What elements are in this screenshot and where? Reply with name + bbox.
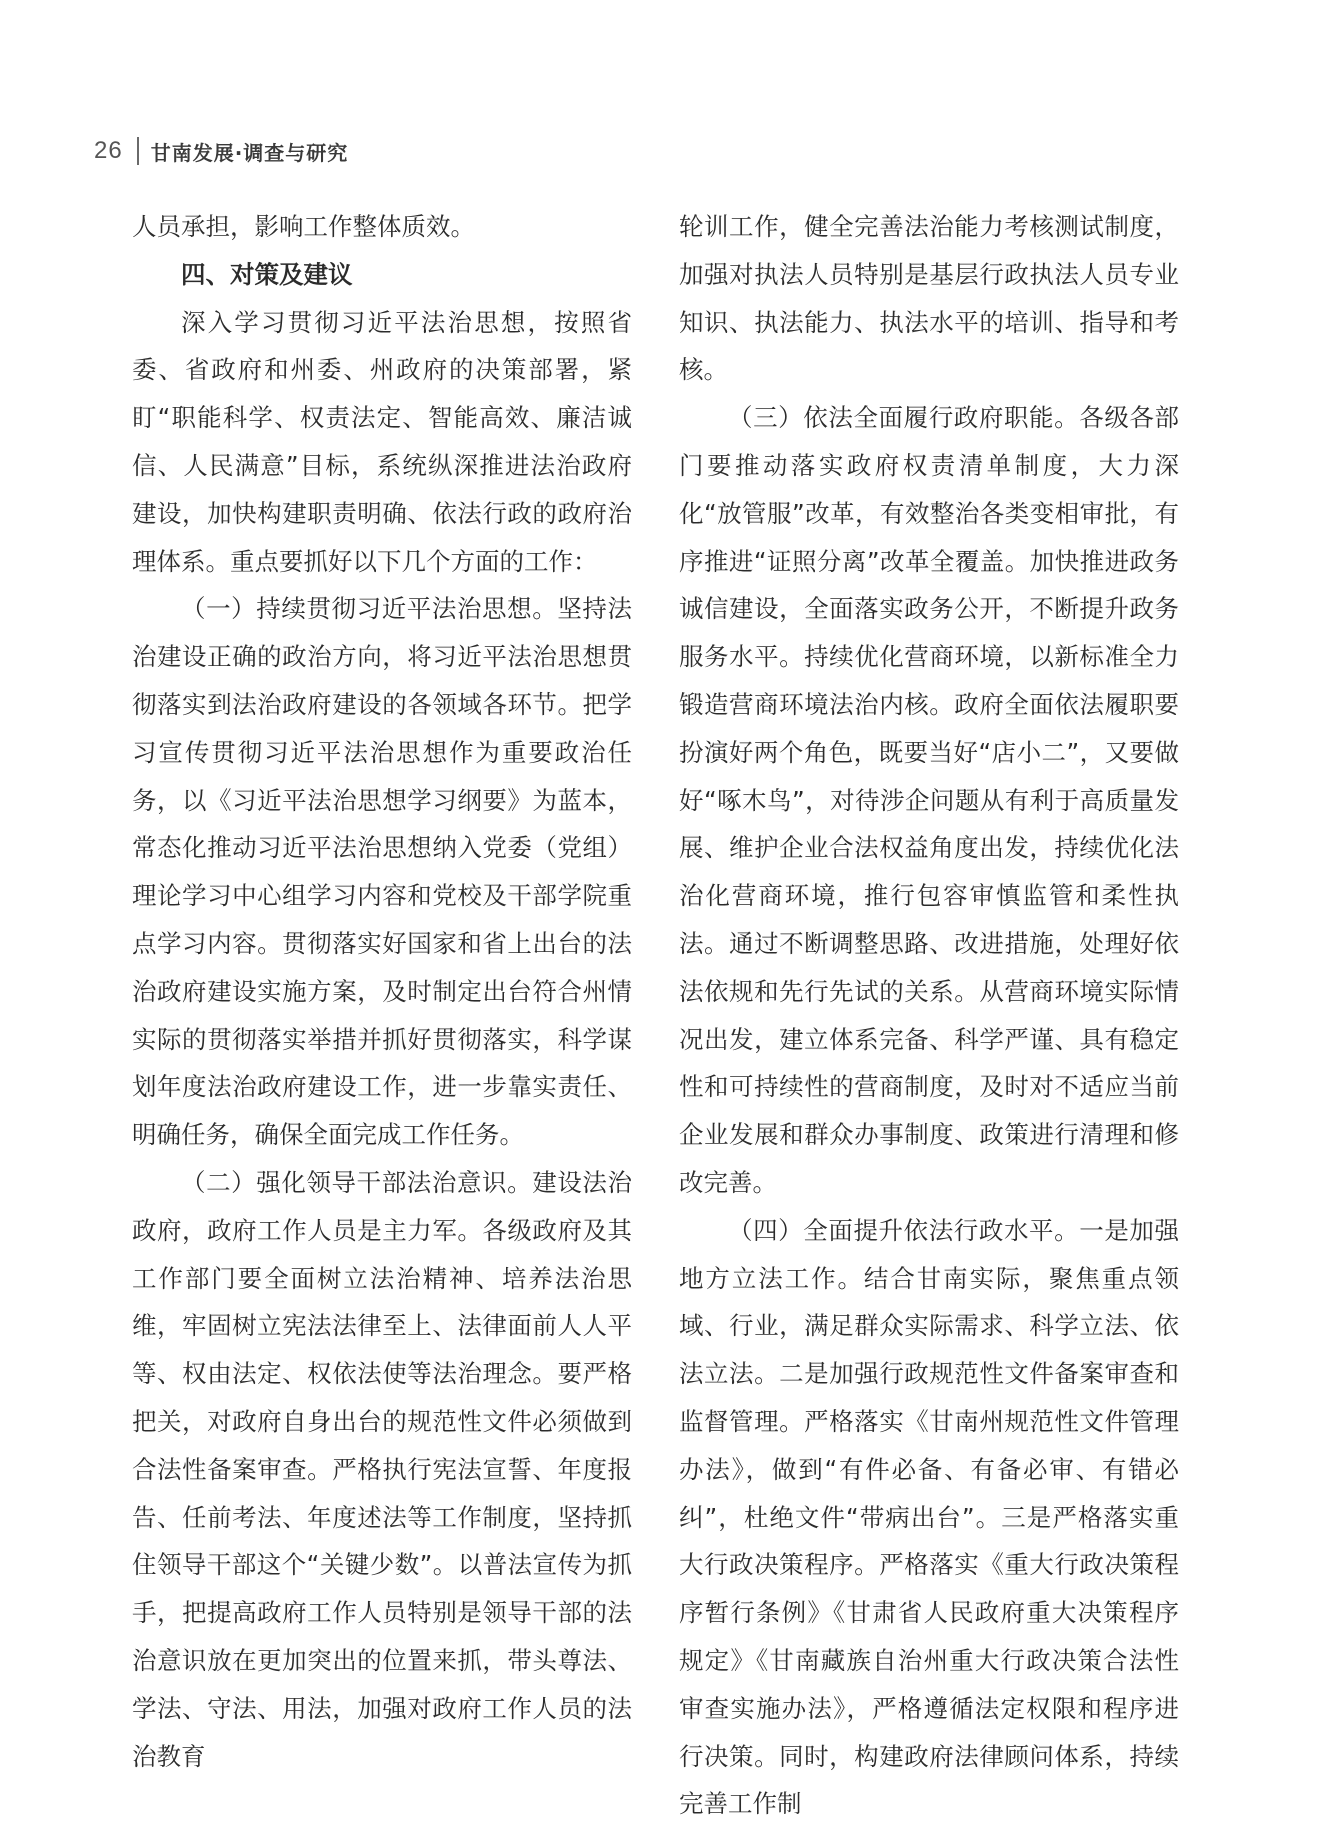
left-column: [132, 203, 632, 1780]
journal-title: 甘南发展·调查与研究: [150, 140, 349, 165]
paragraph-continuation: 人员承担，影响工作整体质效。: [132, 212, 475, 241]
section-heading: 四、对策及建议: [181, 259, 353, 289]
right-column: [679, 203, 1179, 1828]
paragraph-item-3: （三）依法全面履行政府职能。各级各部门要推动落实政府权责清单制度，大力深化“放管服”改革，有效整治各类变相审批，有序推进“证照分离”改革全覆盖。加快推进政务诚信建设，全面落实政务公开，不断提升政务服务水平。持续优化营商环境，以新标准全力锻造营商环境法治内核。政府全面依法履职要扮演好两个角色，既要当好“店小二”，又要做好“啄木鸟”，对待涉企问题从有利于高质量发展、维护企业合法权益角度出发，持续优化法治化营商环境，推行包容审慎监管和柔性执法。通过不断调整思路、改进措施，处理好依法依规和先行先试的关系。从营商环境实际情况出发，建立体系完备、科学严谨、具有稳定性和可持续性的营商制度，及时对不适应当前企业发展和群众办事制度、政策进行清理和修改完善。: [679, 403, 1179, 1197]
running-header: [94, 134, 348, 168]
header-divider: [137, 137, 139, 165]
paragraph-continuation: 轮训工作，健全完善法治能力考核测试制度，加强对执法人员特别是基层行政执法人员专业知识、执法能力、执法水平的培训、指导和考核。: [679, 212, 1179, 385]
page-number: 26: [94, 137, 123, 164]
paragraph-intro: 深入学习贯彻习近平法治思想，按照省委、省政府和州委、州政府的决策部署，紧盯“职能科学、权责法定、智能高效、廉洁诚信、人民满意”目标，系统纵深推进法治政府建设，加快构建职责明确、依法行政的政府治理体系。重点要抓好以下几个方面的工作：: [132, 307, 632, 576]
paragraph-item-1: （一）持续贯彻习近平法治思想。坚持法治建设正确的政治方向，将习近平法治思想贯彻落实到法治政府建设的各领域各环节。把学习宣传贯彻习近平法治思想作为重要政治任务，以《习近平法治思想学习纲要》为蓝本，常态化推动习近平法治思想纳入党委（党组）理论学习中心组学习内容和党校及干部学院重点学习内容。贯彻落实好国家和省上出台的法治政府建设实施方案，及时制定出台符合州情实际的贯彻落实举措并抓好贯彻落实，科学谋划年度法治政府建设工作，进一步靠实责任、明确任务，确保全面完成工作任务。: [132, 594, 632, 1150]
paragraph-item-2: （二）强化领导干部法治意识。建设法治政府，政府工作人员是主力军。各级政府及其工作部门要全面树立法治精神、培养法治思维，牢固树立宪法法律至上、法律面前人人平等、权由法定、权依法使等法治理念。要严格把关，对政府自身出台的规范性文件必须做到合法性备案审查。严格执行宪法宣誓、年度报告、任前考法、年度述法等工作制度，坚持抓住领导干部这个“关键少数”。以普法宣传为抓手，把提高政府工作人员特别是领导干部的法治意识放在更加突出的位置来抓，带头尊法、学法、守法、用法，加强对政府工作人员的法治教育: [132, 1167, 632, 1771]
paragraph-item-4: （四）全面提升依法行政水平。一是加强地方立法工作。结合甘南实际，聚焦重点领域、行业，满足群众实际需求、科学立法、依法立法。二是加强行政规范性文件备案审查和监督管理。严格落实《甘南州规范性文件管理办法》，做到“有件必备、有备必审、有错必纠”，杜绝文件“带病出台”。三是严格落实重大行政决策程序。严格落实《重大行政决策程序暂行条例》《甘肃省人民政府重大决策程序规定》《甘南藏族自治州重大行政决策合法性审查实施办法》，严格遵循法定权限和程序进行决策。同时，构建政府法律顾问体系，持续完善工作制: [679, 1215, 1179, 1819]
